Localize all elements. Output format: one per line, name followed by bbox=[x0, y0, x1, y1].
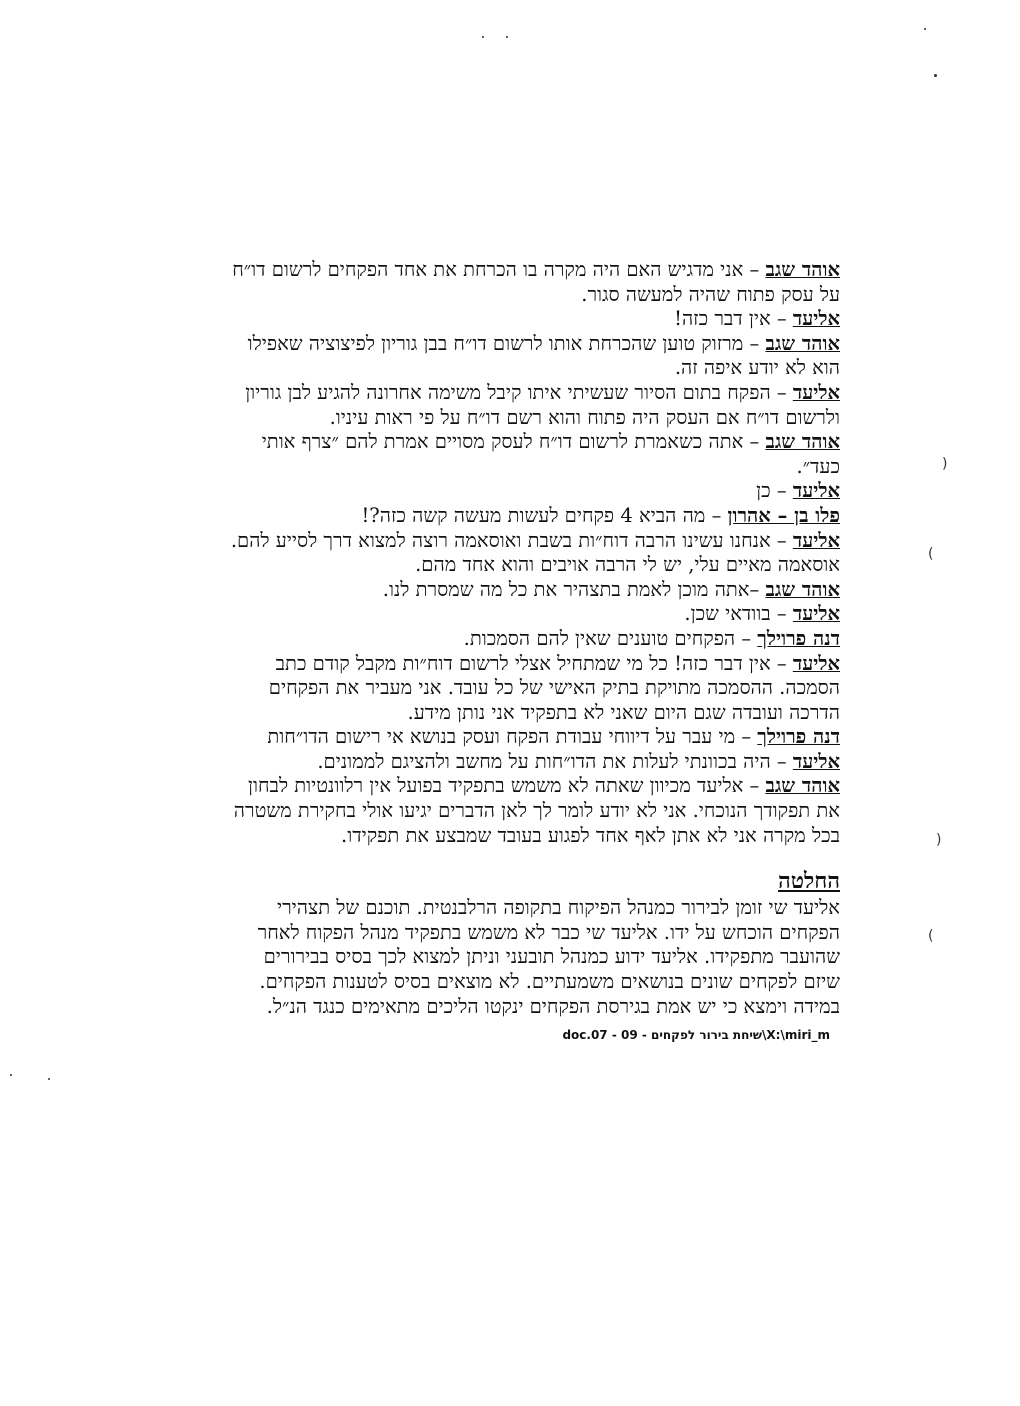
line-text: אוסאמה מאיים עלי, יש לי הרבה אויבים והוא אחד מהם. bbox=[415, 553, 840, 577]
line-text: – אין דבר כזה! bbox=[674, 307, 793, 331]
transcript-line bbox=[118, 799, 840, 824]
transcript bbox=[118, 258, 840, 848]
line-text: – אליעד מכיוון שאתה לא משמש בתפקיד בפועל אין רלוונטיות לבחון bbox=[248, 774, 766, 798]
decision-section bbox=[118, 868, 840, 1019]
transcript-line bbox=[118, 750, 840, 775]
decision-line: אליעד שי זומן לבירור כמנהל הפיקוח בתקופה הרלבנטית. תוכנם של תצהירי bbox=[276, 896, 840, 920]
line-text: כעד״. bbox=[796, 454, 840, 478]
line-text: – כן bbox=[756, 479, 793, 503]
scan-speck bbox=[48, 1078, 50, 1080]
decision-line: שהועבר מתפקידו. אליעד ידוע כמנהל תובעני וניתן למצוא לכך בסיס בבירורים bbox=[263, 945, 840, 969]
transcript-line bbox=[118, 307, 840, 332]
speaker-name: אליעד bbox=[792, 602, 840, 626]
line-text: – אני מדגיש האם היה מקרה בו הכרחת את אחד הפקחים לרשום דו״ח bbox=[232, 258, 766, 281]
transcript-line bbox=[118, 676, 840, 701]
decision-line: במידה וימצא כי יש אמת בגירסת הפקחים ינקטו הליכים מתאימים כנגד הנ״ל. bbox=[266, 994, 840, 1018]
margin-mark: ( bbox=[928, 546, 934, 562]
line-text: – היה בכוונתי לעלות את הדו״חות על מחשב ולהציגם לממונים. bbox=[317, 749, 793, 773]
transcript-line bbox=[118, 406, 840, 431]
transcript-line bbox=[118, 774, 840, 799]
speaker-name: דנה פרוילך bbox=[757, 626, 840, 650]
decision-line: שיזם לפקחים שונים בנושאים משמעתיים. לא מוצאים בסיס לטענות הפקחים. bbox=[259, 970, 840, 994]
transcript-line bbox=[118, 356, 840, 381]
speaker-name: אוהד שגב bbox=[765, 258, 840, 281]
section-gap bbox=[118, 848, 840, 868]
transcript-line bbox=[118, 725, 840, 750]
speaker-name: אליעד bbox=[792, 749, 840, 773]
footer-file-path: X:\miri_m\שיחת בירור לפקחים - 09 - doc.07 bbox=[562, 1028, 830, 1042]
scan-speck bbox=[482, 36, 484, 38]
transcript-line bbox=[118, 479, 840, 504]
speaker-name: אליעד bbox=[792, 528, 840, 552]
line-text: –אתה מוכן לאמת בתצהיר את כל מה שמסרת לנו. bbox=[382, 577, 766, 601]
transcript-line bbox=[118, 652, 840, 677]
line-text: – אין דבר כזה! כל מי שמתחיל אצלי לרשום דוח״ות מקבל קודם כתב bbox=[275, 651, 793, 675]
speaker-name: אוהד שגב bbox=[765, 430, 840, 454]
line-text: – אתה כשאמרת לרשום דו״ח לעסק מסויים אמרת להם ״צרף אותי bbox=[261, 430, 766, 454]
transcript-line bbox=[118, 627, 840, 652]
line-text: – הפקחים טוענים שאין להם הסמכות. bbox=[463, 626, 758, 650]
line-text: – מרזוק טוען שהכרחת אותו לרשום דו״ח בבן גוריון לפיצוציה שאפילו bbox=[247, 331, 766, 355]
line-text: את תפקודך הנוכחי. אני לא יודע לומר לך לאן הדברים יגיעו אולי בחקירת משטרה bbox=[233, 799, 840, 823]
decision-line: הפקחים הוכחש על ידו. אליעד שי כבר לא משמש בתפקיד מנהל הפקוח לאחר bbox=[257, 920, 840, 944]
transcript-line bbox=[118, 381, 840, 406]
transcript-line bbox=[118, 258, 840, 283]
transcript-line bbox=[118, 578, 840, 603]
speaker-name: דנה פרוילך bbox=[757, 725, 840, 749]
speaker-name: אוהד שגב bbox=[765, 577, 840, 601]
speaker-name: אוהד שגב bbox=[765, 774, 840, 798]
margin-mark: ( bbox=[928, 928, 934, 944]
line-text: הוא לא יודע איפה זה. bbox=[674, 356, 840, 380]
line-text: הסמכה. ההסמכה מתויקת בתיק האישי של כל עובד. אני מעביר את הפקחים bbox=[268, 676, 840, 700]
speaker-name: אליעד bbox=[792, 651, 840, 675]
transcript-line bbox=[118, 283, 840, 308]
transcript-line bbox=[118, 504, 840, 529]
line-text: – הפקח בתום הסיור שעשיתי איתו קיבל משימה אחרונה להגיע לבן גוריון bbox=[245, 380, 793, 404]
line-text: – אנחנו עשינו הרבה דוח״ות בשבת ואוסאמה רוצה למצוא דרך לסייע להם. bbox=[230, 528, 793, 552]
transcript-line bbox=[118, 701, 840, 726]
speaker-name: פלו בן – אהרון bbox=[727, 503, 840, 527]
transcript-line bbox=[118, 332, 840, 357]
transcript-line bbox=[118, 455, 840, 480]
margin-mark: ) bbox=[936, 832, 942, 848]
scan-speck bbox=[924, 28, 926, 30]
scan-speck bbox=[934, 74, 937, 77]
transcript-line bbox=[118, 824, 840, 849]
line-text: בכל מקרה אני לא אתן לאף אחד לפגוע בעובד שמבצע את תפקידו. bbox=[341, 823, 840, 847]
line-text: – מה הביא 4 פקחים לעשות מעשה קשה כזה?! bbox=[361, 503, 728, 527]
transcript-line bbox=[118, 602, 840, 627]
decision-heading: החלטה bbox=[778, 868, 840, 895]
line-text: – בוודאי שכן. bbox=[684, 602, 793, 626]
scan-speck bbox=[506, 36, 508, 38]
line-text: ולרשום דו״ח אם העסק היה פתוח והוא רשם דו״ח על פי ראות עיניו. bbox=[329, 405, 840, 429]
speaker-name: אליעד bbox=[792, 479, 840, 503]
decision-paragraph bbox=[118, 896, 840, 1019]
line-text: על עסק פתוח שהיה למעשה סגור. bbox=[581, 282, 840, 306]
margin-mark: ) bbox=[942, 456, 948, 472]
speaker-name: אליעד bbox=[792, 307, 840, 331]
transcript-line bbox=[118, 529, 840, 554]
speaker-name: אוהד שגב bbox=[765, 331, 840, 355]
line-text: – מי עבר על דיווחי עבודת הפקח ועסק בנושא אי רישום הדו״חות bbox=[267, 725, 758, 749]
scan-speck bbox=[10, 1074, 12, 1076]
speaker-name: אליעד bbox=[792, 380, 840, 404]
transcript-line bbox=[118, 430, 840, 455]
document-body bbox=[118, 258, 840, 1019]
line-text: הדרכה ועובדה שגם היום שאני לא בתפקיד אני נותן מידע. bbox=[407, 700, 840, 724]
transcript-line bbox=[118, 553, 840, 578]
